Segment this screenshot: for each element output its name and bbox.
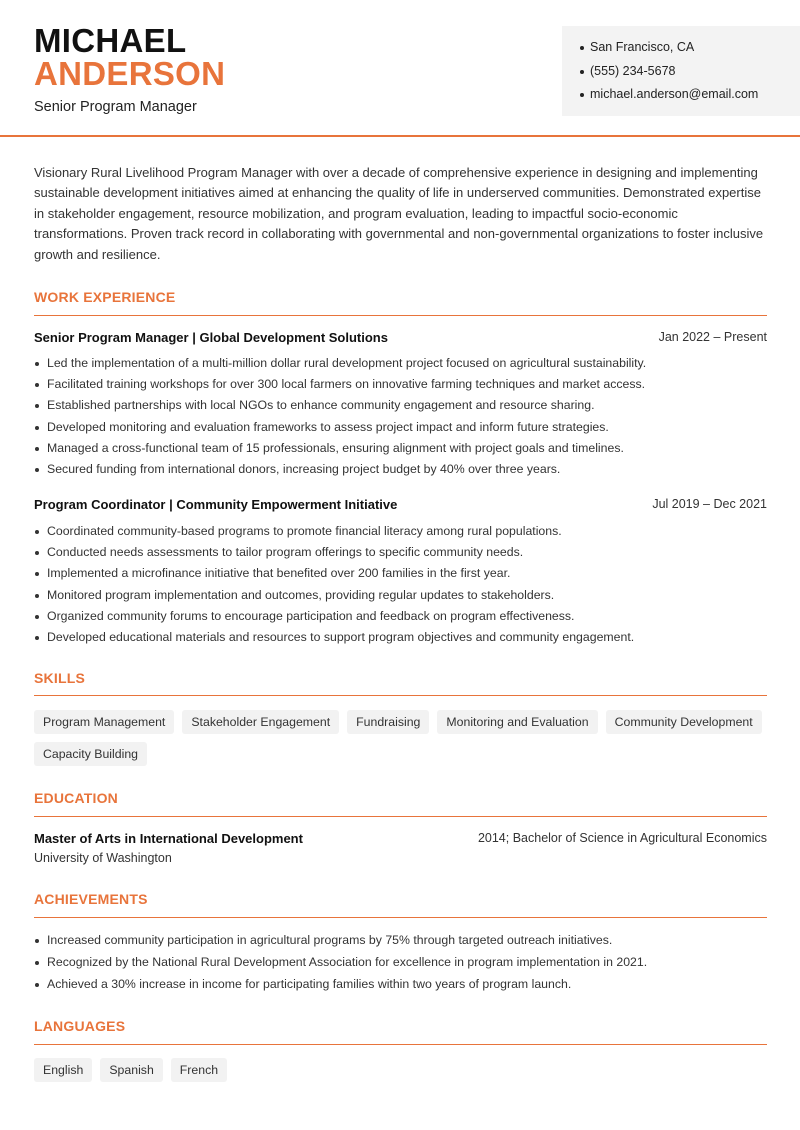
job-header bbox=[34, 330, 767, 348]
language-tag: French bbox=[171, 1058, 227, 1082]
list-item: Secured funding from international donors, increasing project budget by 40% over three years. bbox=[34, 459, 767, 480]
skill-tag: Fundraising bbox=[347, 710, 429, 734]
section-title-skills: SKILLS bbox=[34, 670, 85, 686]
list-item: Conducted needs assessments to tailor program offerings to specific community needs. bbox=[34, 542, 767, 563]
job-role: Program Coordinator | Community Empowerment Initiative bbox=[34, 497, 398, 512]
achievements-list bbox=[34, 930, 767, 996]
language-tag: Spanish bbox=[100, 1058, 162, 1082]
job-bullets bbox=[34, 353, 767, 480]
section-divider bbox=[34, 917, 767, 918]
resume-header bbox=[0, 0, 800, 137]
section-divider bbox=[34, 315, 767, 316]
list-item: Achieved a 30% increase in income for participating families within two years of program launch. bbox=[34, 974, 767, 996]
skill-tag: Community Development bbox=[606, 710, 762, 734]
job-dates: Jul 2019 – Dec 2021 bbox=[652, 497, 767, 511]
job-dates: Jan 2022 – Present bbox=[658, 330, 767, 344]
section-title-work: WORK EXPERIENCE bbox=[34, 289, 176, 305]
last-name: ANDERSON bbox=[34, 55, 226, 92]
job-bullets bbox=[34, 521, 767, 648]
skill-tag: Stakeholder Engagement bbox=[182, 710, 339, 734]
list-item: Led the implementation of a multi-million dollar rural development project focused on agricultural sustainability. bbox=[34, 353, 767, 374]
education-degree: Master of Arts in International Development bbox=[34, 831, 303, 846]
list-item: Monitored program implementation and outcomes, providing regular updates to stakeholders. bbox=[34, 585, 767, 606]
summary: Visionary Rural Livelihood Program Manager with over a decade of comprehensive experience in designing and implementing sustainable development initiatives aimed at enhancing the quality of life in underserved communities. Demonstrated expertise in stakeholder engagement, resource mobilization, and program evaluation, leading to impactful socio-economic transformations. Proven track record in collaborating with governmental and non-governmental organizations to foster inclusive growth and resilience. bbox=[34, 165, 764, 262]
section-title-languages: LANGUAGES bbox=[34, 1018, 126, 1034]
contact-location: San Francisco, CA bbox=[580, 36, 800, 60]
skill-tag: Capacity Building bbox=[34, 742, 147, 766]
languages-list bbox=[34, 1058, 774, 1082]
list-item: Implemented a microfinance initiative that benefited over 200 families in the first year. bbox=[34, 563, 767, 584]
list-item: Established partnerships with local NGOs to enhance community engagement and resource sharing. bbox=[34, 395, 767, 416]
skills-list bbox=[34, 710, 774, 766]
list-item: Developed monitoring and evaluation frameworks to assess project impact and inform future strategies. bbox=[34, 417, 767, 438]
contact-phone: (555) 234-5678 bbox=[580, 60, 800, 84]
first-name: MICHAEL bbox=[34, 22, 187, 59]
list-item: Increased community participation in agricultural programs by 75% through targeted outreach initiatives. bbox=[34, 930, 767, 952]
job-header bbox=[34, 497, 767, 515]
contact-email[interactable]: michael.anderson@email.com bbox=[580, 83, 800, 107]
education-school: University of Washington bbox=[34, 851, 172, 865]
list-item: Organized community forums to encourage participation and feedback on program effectiveness. bbox=[34, 606, 767, 627]
list-item: Recognized by the National Rural Development Association for excellence in program implementation in 2021. bbox=[34, 952, 767, 974]
list-item: Developed educational materials and resources to support program objectives and community engagement. bbox=[34, 627, 767, 648]
skill-tag: Monitoring and Evaluation bbox=[437, 710, 597, 734]
section-title-achievements: ACHIEVEMENTS bbox=[34, 891, 148, 907]
section-divider bbox=[34, 816, 767, 817]
language-tag: English bbox=[34, 1058, 92, 1082]
list-item: Managed a cross-functional team of 15 professionals, ensuring alignment with project goals and timelines. bbox=[34, 438, 767, 459]
contact-box bbox=[562, 26, 800, 116]
job-title: Senior Program Manager bbox=[34, 99, 197, 115]
section-title-education: EDUCATION bbox=[34, 790, 118, 806]
section-divider bbox=[34, 1044, 767, 1045]
skill-tag: Program Management bbox=[34, 710, 174, 734]
education-detail: 2014; Bachelor of Science in Agricultural Economics bbox=[477, 831, 767, 845]
list-item: Coordinated community-based programs to promote financial literacy among rural populations. bbox=[34, 521, 767, 542]
section-divider bbox=[34, 695, 767, 696]
list-item: Facilitated training workshops for over 300 local farmers on innovative farming techniques and market access. bbox=[34, 374, 767, 395]
job-role: Senior Program Manager | Global Development Solutions bbox=[34, 330, 388, 345]
